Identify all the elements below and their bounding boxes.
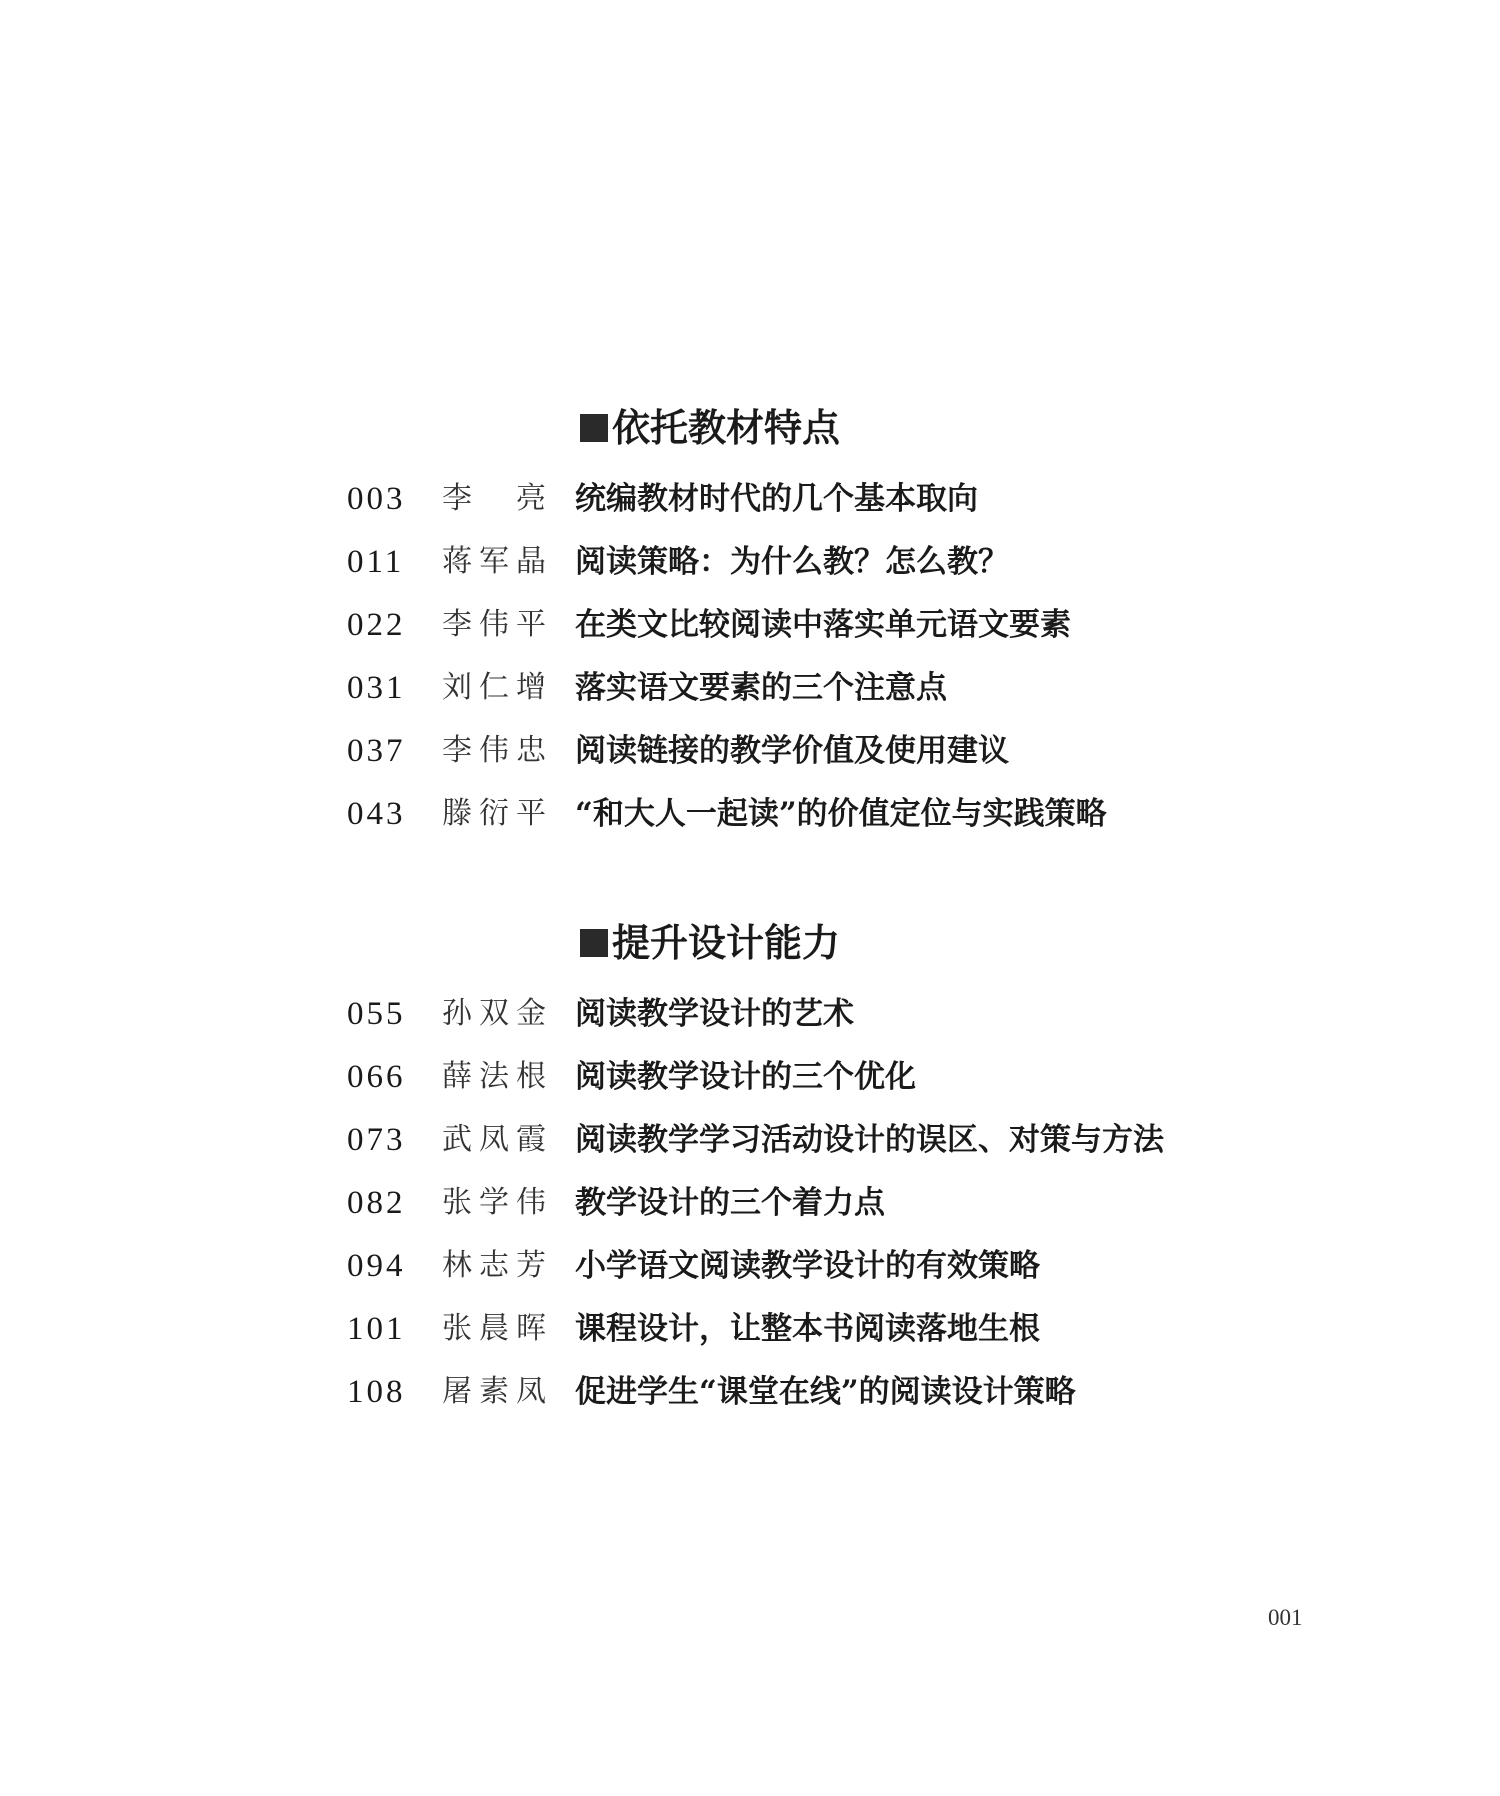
section-heading-text: 依托教材特点 bbox=[612, 405, 841, 450]
entry-author: 张学伟 bbox=[442, 1185, 546, 1220]
section-heading-text: 提升设计能力 bbox=[612, 920, 841, 965]
toc-entry bbox=[0, 1303, 1500, 1366]
entry-author: 滕衍平 bbox=[442, 796, 546, 831]
entry-author: 孙双金 bbox=[442, 996, 546, 1031]
entry-title: 阅读策略：为什么教？怎么教？ bbox=[575, 544, 1009, 580]
entry-page-number: 055 bbox=[347, 996, 406, 1032]
toc-entry bbox=[0, 473, 1500, 536]
toc-entry bbox=[0, 536, 1500, 599]
toc-list bbox=[0, 988, 1500, 1429]
toc-entry bbox=[0, 599, 1500, 662]
toc-entry bbox=[0, 1051, 1500, 1114]
entry-page-number: 031 bbox=[347, 670, 406, 706]
entry-page-number: 073 bbox=[347, 1122, 406, 1158]
entry-author: 屠素凤 bbox=[442, 1374, 546, 1409]
entry-page-number: 011 bbox=[347, 544, 405, 580]
toc-entry bbox=[0, 662, 1500, 725]
entry-page-number: 108 bbox=[347, 1374, 406, 1410]
toc-entry bbox=[0, 788, 1500, 851]
square-bullet-icon bbox=[580, 929, 608, 957]
entry-title: 课程设计，让整本书阅读落地生根 bbox=[575, 1311, 1040, 1347]
section-heading bbox=[580, 920, 840, 966]
entry-page-number: 101 bbox=[347, 1311, 406, 1347]
entry-title: 阅读教学设计的艺术 bbox=[575, 996, 854, 1032]
entry-page-number: 037 bbox=[347, 733, 406, 769]
page-number: 001 bbox=[1268, 1605, 1303, 1630]
square-bullet-icon bbox=[580, 414, 608, 442]
entry-title: 阅读教学设计的三个优化 bbox=[575, 1059, 916, 1095]
section-heading bbox=[580, 405, 840, 451]
entry-title: “和大人一起读”的价值定位与实践策略 bbox=[575, 796, 1107, 832]
entry-title: 落实语文要素的三个注意点 bbox=[575, 670, 947, 706]
entry-author: 李伟忠 bbox=[442, 733, 546, 768]
entry-author: 李 亮 bbox=[442, 481, 546, 516]
entry-title: 阅读链接的教学价值及使用建议 bbox=[575, 733, 1009, 769]
entry-page-number: 082 bbox=[347, 1185, 406, 1221]
entry-page-number: 022 bbox=[347, 607, 406, 643]
toc-entry bbox=[0, 1240, 1500, 1303]
toc-entry bbox=[0, 725, 1500, 788]
toc-entry bbox=[0, 1114, 1500, 1177]
entry-page-number: 043 bbox=[347, 796, 406, 832]
entry-author: 蒋军晶 bbox=[442, 544, 546, 579]
entry-page-number: 094 bbox=[347, 1248, 406, 1284]
entry-title: 统编教材时代的几个基本取向 bbox=[575, 481, 978, 517]
entry-page-number: 066 bbox=[347, 1059, 406, 1095]
toc-entry bbox=[0, 988, 1500, 1051]
toc-list bbox=[0, 473, 1500, 851]
toc-entry bbox=[0, 1366, 1500, 1429]
entry-author: 刘仁增 bbox=[442, 670, 546, 705]
entry-title: 小学语文阅读教学设计的有效策略 bbox=[575, 1248, 1040, 1284]
entry-title: 在类文比较阅读中落实单元语文要素 bbox=[575, 607, 1071, 643]
entry-author: 薛法根 bbox=[442, 1059, 546, 1094]
entry-author: 张晨晖 bbox=[442, 1311, 546, 1346]
entry-title: 教学设计的三个着力点 bbox=[575, 1185, 885, 1221]
entry-author: 林志芳 bbox=[442, 1248, 546, 1283]
entry-author: 武凤霞 bbox=[442, 1122, 546, 1157]
entry-page-number: 003 bbox=[347, 481, 406, 517]
entry-author: 李伟平 bbox=[442, 607, 546, 642]
toc-entry bbox=[0, 1177, 1500, 1240]
entry-title: 阅读教学学习活动设计的误区、对策与方法 bbox=[575, 1122, 1164, 1158]
entry-title: 促进学生“课堂在线”的阅读设计策略 bbox=[575, 1374, 1076, 1410]
